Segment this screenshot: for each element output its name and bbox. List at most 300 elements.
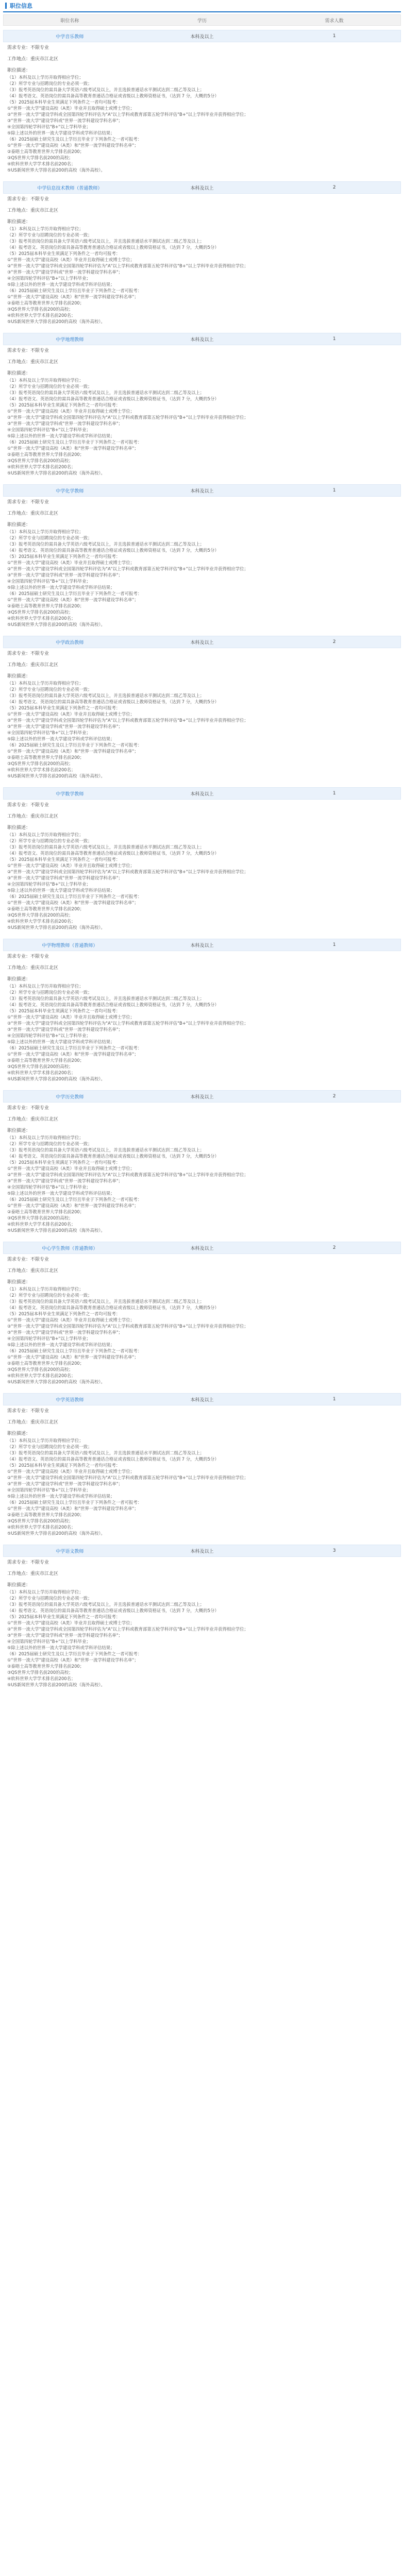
description-line: （2）所学专业与招聘岗位的专业必须一致； <box>7 232 92 238</box>
description-line: （2）所学专业与招聘岗位的专业必须一致； <box>7 1293 92 1298</box>
position-row[interactable] <box>3 636 401 648</box>
required-major <box>3 1557 401 1568</box>
required-major-label: 需求专业： <box>7 1257 31 1262</box>
block-spacer <box>3 1082 401 1086</box>
position-row[interactable] <box>3 787 401 800</box>
description-text <box>3 377 401 476</box>
position-headcount: 2 <box>332 185 336 190</box>
description-line: ④软科世界大学学术排名前200名； <box>7 161 76 166</box>
position-name-link[interactable]: 中学地理教师 <box>56 337 84 343</box>
description-line: ③QS世界大学排名前200的高校； <box>7 1367 73 1372</box>
work-location <box>3 1568 401 1580</box>
description-label: 职位描述： <box>7 522 31 528</box>
position-block <box>3 1090 401 1238</box>
description-line: ⑤除上述以外的世界一流大学建设学科或学科评估结果； <box>7 1191 115 1196</box>
description-line: ⑤US新闻世界大学排名前200的高校（海外高校）。 <box>7 470 105 476</box>
description-line: （5）2025届本科毕业生须满足下列条件之一者均可报考： <box>7 1614 121 1619</box>
header-position-name: 职位名称 <box>60 18 79 24</box>
description-line: ④软科世界大学学术排名前200名； <box>7 1373 76 1378</box>
description-line: ⑤除上述以外的世界一流大学建设学科或学科评估结果； <box>7 1645 115 1650</box>
description-label: 职位描述： <box>7 219 31 225</box>
description-line: ①"世界一流大学"建设高校（A类）和"世界一流学科建设学科名单"； <box>7 294 139 299</box>
required-major <box>3 1405 401 1417</box>
description-line: ⑤US新闻世界大学排名前200的高校（海外高校）。 <box>7 1379 105 1384</box>
position-block <box>3 1393 401 1540</box>
required-major-value: 不限专业 <box>30 1560 49 1565</box>
work-location-label: 工作地点： <box>7 965 31 971</box>
description-line: ③"世界一流大学"建设学科或"世界一流学科建设学科名单"； <box>7 118 123 123</box>
position-block <box>3 30 401 177</box>
description-line: （3）报考英语岗位的需具备大学英语六级考试及以上，并且选拔普通话水平测试达到二级乙等及以上； <box>7 541 205 547</box>
description-line: ⑤除上述以外的世界一流大学建设学科或学科评估结果； <box>7 433 115 438</box>
description-line: ②泰晤士高等教育世界大学排名前200； <box>7 755 85 760</box>
position-education: 本科及以上 <box>190 488 214 494</box>
description-line: （6）2025届硕士研究生及以上学历且毕业于下列条件之一者可报考： <box>7 742 142 748</box>
description-line: ①"世界一流大学"建设高校（A类）毕业并且取得硕士或博士学位； <box>7 560 135 565</box>
description-line: （2）所学专业与招聘岗位的专业必须一致； <box>7 1596 92 1601</box>
description-line: （1）本科及以上学历并取得相应学位； <box>7 1438 83 1443</box>
position-row[interactable] <box>3 1090 401 1103</box>
required-major <box>3 345 401 357</box>
description-line: （2）所学专业与招聘岗位的专业必须一致； <box>7 81 92 86</box>
description-line: （5）2025届本科毕业生须满足下列条件之一者均可报考： <box>7 705 121 710</box>
description-line: ③"世界一流大学"建设学科或"世界一流学科建设学科名单"； <box>7 572 123 578</box>
description-line: ④全国第四轮学科评估"B+"以上学科毕业； <box>7 1639 91 1644</box>
required-major-label: 需求专业： <box>7 803 31 808</box>
description-line: （6）2025届硕士研究生及以上学历且毕业于下列条件之一者可报考： <box>7 439 142 445</box>
description-line: ②"世界一流大学"建设学科或全国第四轮学科评估为"A"以上学科或教育部第五轮学科评估"B+"以上学科毕业并获得相应学位； <box>7 1324 248 1329</box>
description-label: 职位描述： <box>7 68 31 73</box>
description-line: ⑤US新闻世界大学排名前200的高校（海外高校）。 <box>7 1531 105 1536</box>
description-line: ①"世界一流大学"建设高校（A类）毕业并且取得硕士或博士学位； <box>7 257 135 262</box>
work-location <box>3 962 401 974</box>
description-text <box>3 1589 401 1688</box>
position-headcount: 2 <box>332 639 336 645</box>
position-headcount: 3 <box>332 1548 336 1553</box>
position-row[interactable] <box>3 333 401 345</box>
description-line: ①"世界一流大学"建设高校（A类）毕业并且取得硕士或博士学位； <box>7 1014 135 1020</box>
required-major-value: 不限专业 <box>30 1257 49 1262</box>
description-line: ④软科世界大学学术排名前200名； <box>7 767 76 772</box>
position-education: 本科及以上 <box>190 640 214 646</box>
description-line: ④全国第四轮学科评估"B+"以上学科毕业； <box>7 427 91 432</box>
position-headcount: 1 <box>332 488 336 493</box>
description-line: ②泰晤士高等教育世界大学排名前200； <box>7 149 85 154</box>
description-line: ③"世界一流大学"建设学科或"世界一流学科建设学科名单"； <box>7 269 123 275</box>
required-major-label: 需求专业： <box>7 954 31 959</box>
description-line: ③QS世界大学排名前200的高校； <box>7 307 73 312</box>
block-spacer <box>3 325 401 329</box>
position-block <box>3 1545 401 1692</box>
description-line: ④全国第四轮学科评估"B+"以上学科毕业； <box>7 1033 91 1038</box>
work-location-label: 工作地点： <box>7 1420 31 1425</box>
description-line: ①"世界一流大学"建设高校（A类）和"世界一流学科建设学科名单"； <box>7 1052 139 1057</box>
position-row[interactable] <box>3 1545 401 1557</box>
description-line: （5）2025届本科毕业生须满足下列条件之一者均可报考： <box>7 1008 121 1013</box>
required-major-label: 需求专业： <box>7 651 31 656</box>
description-line: ①"世界一流大学"建设高校（A类）毕业并且取得硕士或博士学位； <box>7 1317 135 1323</box>
position-headcount: 2 <box>332 1094 336 1099</box>
required-major <box>3 194 401 205</box>
position-name-link[interactable]: 中学信息技术教师（普通教师） <box>37 185 103 191</box>
position-block <box>3 181 401 329</box>
description-line: ⑤除上述以外的世界一流大学建设学科或学科评估结果； <box>7 1342 115 1347</box>
description-line: （4）报考语文、英语岗位的需具备高等教育普通话合格证或省级以上教师资格证书，（达到 7 分，大概的5分） <box>7 1608 219 1613</box>
description-line: ③"世界一流大学"建设学科或"世界一流学科建设学科名单"； <box>7 875 123 880</box>
position-block <box>3 939 401 1086</box>
work-location-value: 重庆市江北区 <box>30 360 59 365</box>
section-accent-bar <box>5 3 7 9</box>
block-spacer <box>3 476 401 480</box>
description-line: ②"世界一流大学"建设学科或全国第四轮学科评估为"A"以上学科或教育部第五轮学科评估"B+"以上学科毕业并获得相应学位； <box>7 718 248 723</box>
work-location-label: 工作地点： <box>7 360 31 365</box>
description-line: （3）报考英语岗位的需具备大学英语六级考试及以上，并且选拔普通话水平测试达到二级乙等及以上； <box>7 1602 205 1607</box>
description-line: ②泰晤士高等教育世界大学排名前200； <box>7 1058 85 1063</box>
required-major <box>3 42 401 54</box>
work-location-label: 工作地点： <box>7 1571 31 1577</box>
position-name-link[interactable]: 中学历史教师 <box>56 1094 84 1100</box>
description-line: ②泰晤士高等教育世界大学排名前200； <box>7 300 85 306</box>
position-row[interactable] <box>3 939 401 951</box>
required-major-label: 需求专业： <box>7 1409 31 1414</box>
description-label: 职位描述： <box>7 977 31 982</box>
position-headcount: 1 <box>332 33 336 39</box>
description-label: 职位描述： <box>7 371 31 376</box>
description-line: （3）报考英语岗位的需具备大学英语六级考试及以上，并且选拔普通话水平测试达到二级乙等及以上； <box>7 239 205 244</box>
description-line: （1）本科及以上学历并取得相应学位； <box>7 226 83 231</box>
description-text <box>3 1134 401 1233</box>
required-major <box>3 1254 401 1265</box>
description-line: ①"世界一流大学"建设高校（A类）毕业并且取得硕士或博士学位； <box>7 711 135 717</box>
required-major-value: 不限专业 <box>30 500 49 505</box>
description-line: ④全国第四轮学科评估"B+"以上学科毕业； <box>7 730 91 735</box>
description-line: （6）2025届硕士研究生及以上学历且毕业于下列条件之一者可报考： <box>7 288 142 293</box>
description-line: （4）报考语文、英语岗位的需具备高等教育普通话合格证或省级以上教师资格证书，（达到 7 分，大概的5分） <box>7 1305 219 1310</box>
description-line: （6）2025届硕士研究生及以上学历且毕业于下列条件之一者可报考： <box>7 1045 142 1050</box>
description-line: ②"世界一流大学"建设学科或全国第四轮学科评估为"A"以上学科或教育部第五轮学科评估"B+"以上学科毕业并获得相应学位； <box>7 1021 248 1026</box>
description-line: （3）报考英语岗位的需具备大学英语六级考试及以上，并且选拔普通话水平测试达到二级乙等及以上； <box>7 844 205 850</box>
description-line: （2）所学专业与招聘岗位的专业必须一致； <box>7 990 92 995</box>
description-line: ④软科世界大学学术排名前200名； <box>7 1676 76 1681</box>
description-line: （1）本科及以上学历并取得相应学位； <box>7 75 83 80</box>
description-line: （5）2025届本科毕业生须满足下列条件之一者均可报考： <box>7 1463 121 1468</box>
description-line: ⑤除上述以外的世界一流大学建设学科或学科评估结果； <box>7 888 115 893</box>
description-line: （4）报考语文、英语岗位的需具备高等教育普通话合格证或省级以上教师资格证书，（达到 7 分，大概的5分） <box>7 396 219 401</box>
required-major-value: 不限专业 <box>30 651 49 656</box>
description-line: ②"世界一流大学"建设学科或全国第四轮学科评估为"A"以上学科或教育部第五轮学科评估"B+"以上学科毕业并获得相应学位； <box>7 566 248 571</box>
description-line: （4）报考语文、英语岗位的需具备高等教育普通话合格证或省级以上教师资格证书，（达到 7 分，大概的5分） <box>7 1154 219 1159</box>
required-major-label: 需求专业： <box>7 1560 31 1565</box>
description-line: ②"世界一流大学"建设学科或全国第四轮学科评估为"A"以上学科或教育部第五轮学科评估"B+"以上学科毕业并获得相应学位； <box>7 1626 248 1632</box>
description-line: ⑤US新闻世界大学排名前200的高校（海外高校）。 <box>7 773 105 778</box>
description-line: （1）本科及以上学历并取得相应学位； <box>7 529 83 534</box>
description-line: ⑤US新闻世界大学排名前200的高校（海外高校）。 <box>7 1682 105 1687</box>
work-location-value: 重庆市江北区 <box>30 1420 59 1425</box>
description-line: ③QS世界大学排名前200的高校； <box>7 912 73 918</box>
position-education: 本科及以上 <box>190 1397 214 1403</box>
work-location-label: 工作地点： <box>7 1268 31 1274</box>
description-line: ①"世界一流大学"建设高校（A类）和"世界一流学科建设学科名单"； <box>7 1203 139 1208</box>
description-line: ③QS世界大学排名前200的高校； <box>7 1215 73 1221</box>
position-name-link[interactable]: 中学政治教师 <box>56 640 84 646</box>
description-line: ④全国第四轮学科评估"B+"以上学科毕业； <box>7 1487 91 1493</box>
description-line: ①"世界一流大学"建设高校（A类）毕业并且取得硕士或博士学位； <box>7 409 135 414</box>
description-line: ⑤US新闻世界大学排名前200的高校（海外高校）。 <box>7 1228 105 1233</box>
description-line: ⑤除上述以外的世界一流大学建设学科或学科评估结果； <box>7 736 115 741</box>
description-line: ①"世界一流大学"建设高校（A类）毕业并且取得硕士或博士学位； <box>7 1469 135 1474</box>
description-line: ②泰晤士高等教育世界大学排名前200； <box>7 906 85 911</box>
description-line: ③"世界一流大学"建设学科或"世界一流学科建设学科名单"； <box>7 1027 123 1032</box>
work-location <box>3 659 401 671</box>
section-header <box>3 0 401 12</box>
work-location-value: 重庆市江北区 <box>30 1571 59 1577</box>
position-list <box>3 30 401 1692</box>
description-line: （1）本科及以上学历并取得相应学位； <box>7 984 83 989</box>
description-line: ②泰晤士高等教育世界大学排名前200； <box>7 1209 85 1214</box>
description-label: 职位描述： <box>7 1583 31 1588</box>
description-line: ①"世界一流大学"建设高校（A类）和"世界一流学科建设学科名单"； <box>7 1506 139 1511</box>
description-line: （6）2025届硕士研究生及以上学历且毕业于下列条件之一者可报考： <box>7 1500 142 1505</box>
description-line: ⑤除上述以外的世界一流大学建设学科或学科评估结果； <box>7 1494 115 1499</box>
position-block <box>3 484 401 632</box>
position-name-link[interactable]: 中心学生教师（普通教师） <box>42 1246 98 1251</box>
description-line: （1）本科及以上学历并取得相应学位； <box>7 1286 83 1292</box>
description-line: ④全国第四轮学科评估"B+"以上学科毕业； <box>7 1184 91 1190</box>
description-line: ②泰晤士高等教育世界大学排名前200； <box>7 603 85 608</box>
description-line: （3）报考英语岗位的需具备大学英语六级考试及以上，并且选拔普通话水平测试达到二级乙等及以上； <box>7 996 205 1001</box>
description-line: ④软科世界大学学术排名前200名； <box>7 919 76 924</box>
description-line: （6）2025届硕士研究生及以上学历且毕业于下列条件之一者可报考： <box>7 1197 142 1202</box>
description-line: ③QS世界大学排名前200的高校； <box>7 1670 73 1675</box>
description-line: ④软科世界大学学术排名前200名； <box>7 464 76 469</box>
block-spacer <box>3 779 401 783</box>
description-line: ①"世界一流大学"建设高校（A类）毕业并且取得硕士或博士学位； <box>7 863 135 868</box>
description-line: ③QS世界大学排名前200的高校； <box>7 1518 73 1523</box>
work-location-label: 工作地点： <box>7 208 31 213</box>
position-row[interactable] <box>3 181 401 194</box>
description-line: ④软科世界大学学术排名前200名； <box>7 313 76 318</box>
section-title: 职位信息 <box>10 3 32 9</box>
work-location <box>3 357 401 368</box>
required-major-value: 不限专业 <box>30 348 49 353</box>
description-line: ①"世界一流大学"建设高校（A类）和"世界一流学科建设学科名单"； <box>7 900 139 905</box>
description-line: （4）报考语文、英语岗位的需具备高等教育普通话合格证或省级以上教师资格证书，（达到 7 分，大概的5分） <box>7 548 219 553</box>
description-line: （2）所学专业与招聘岗位的专业必须一致； <box>7 384 92 389</box>
description-line: ③"世界一流大学"建设学科或"世界一流学科建设学科名单"； <box>7 724 123 729</box>
description-line: ②泰晤士高等教育世界大学排名前200； <box>7 452 85 457</box>
description-line: （5）2025届本科毕业生须满足下列条件之一者均可报考： <box>7 1311 121 1316</box>
description-line: （5）2025届本科毕业生须满足下列条件之一者均可报考： <box>7 857 121 862</box>
position-block <box>3 787 401 935</box>
description-line: ①"世界一流大学"建设高校（A类）毕业并且取得硕士或博士学位； <box>7 1166 135 1171</box>
description-line: ③"世界一流大学"建设学科或"世界一流学科建设学科名单"； <box>7 421 123 426</box>
description-line: ③QS世界大学排名前200的高校； <box>7 155 73 160</box>
position-row[interactable] <box>3 1393 401 1405</box>
description-line: ④软科世界大学学术排名前200名； <box>7 1524 76 1530</box>
description-line: ⑤US新闻世界大学排名前200的高校（海外高校）。 <box>7 319 105 324</box>
description-line: ④软科世界大学学术排名前200名； <box>7 616 76 621</box>
description-text <box>3 529 401 628</box>
required-major-label: 需求专业： <box>7 45 31 50</box>
description-label: 职位描述： <box>7 1280 31 1285</box>
description-label: 职位描述： <box>7 825 31 831</box>
description-line: ⑤除上述以外的世界一流大学建设学科或学科评估结果； <box>7 1039 115 1044</box>
description-line: ⑤除上述以外的世界一流大学建设学科或学科评估结果； <box>7 130 115 135</box>
required-major <box>3 497 401 508</box>
work-location <box>3 811 401 822</box>
position-education: 本科及以上 <box>190 791 214 797</box>
description-line: （4）报考语文、英语岗位的需具备高等教育普通话合格证或省级以上教师资格证书，（达到 7 分，大概的5分） <box>7 699 219 704</box>
position-name-link[interactable]: 中学音乐教师 <box>56 34 84 40</box>
required-major-value: 不限专业 <box>30 803 49 808</box>
description-line: （4）报考语文、英语岗位的需具备高等教育普通话合格证或省级以上教师资格证书，（达到 7 分，大概的5分） <box>7 851 219 856</box>
work-location <box>3 1114 401 1125</box>
description-text <box>3 1437 401 1536</box>
work-location <box>3 508 401 519</box>
position-education: 本科及以上 <box>190 943 214 948</box>
description-line: ①"世界一流大学"建设高校（A类）和"世界一流学科建设学科名单"； <box>7 143 139 148</box>
description-line: （3）报考英语岗位的需具备大学英语六级考试及以上，并且选拔普通话水平测试达到二级乙等及以上； <box>7 693 205 698</box>
required-major-value: 不限专业 <box>30 1409 49 1414</box>
position-education: 本科及以上 <box>190 1094 214 1100</box>
description-line: （2）所学专业与招聘岗位的专业必须一致； <box>7 1444 92 1449</box>
description-line: （2）所学专业与招聘岗位的专业必须一致； <box>7 1141 92 1146</box>
description-label: 职位描述： <box>7 674 31 679</box>
description-line: （3）报考英语岗位的需具备大学英语六级考试及以上，并且选拔普通话水平测试达到二级乙等及以上； <box>7 1147 205 1153</box>
position-headcount: 2 <box>332 1245 336 1250</box>
position-name-link[interactable]: 中学物理教师（普通教师） <box>42 943 98 948</box>
description-line: ⑤US新闻世界大学排名前200的高校（海外高校）。 <box>7 925 105 930</box>
work-location-label: 工作地点： <box>7 1117 31 1122</box>
position-education: 本科及以上 <box>190 1246 214 1251</box>
description-line: ④全国第四轮学科评估"B+"以上学科毕业； <box>7 276 91 281</box>
description-line: ③QS世界大学排名前200的高校； <box>7 458 73 463</box>
description-line: （4）报考语文、英语岗位的需具备高等教育普通话合格证或省级以上教师资格证书，（达到 7 分，大概的5分） <box>7 1002 219 1007</box>
description-line: （1）本科及以上学历并取得相应学位； <box>7 378 83 383</box>
description-text <box>3 226 401 325</box>
description-text <box>3 680 401 779</box>
position-education: 本科及以上 <box>190 185 214 191</box>
position-block <box>3 1242 401 1389</box>
header-headcount: 需求人数 <box>325 18 344 24</box>
position-block <box>3 636 401 783</box>
position-row[interactable] <box>3 1242 401 1254</box>
description-line: ③"世界一流大学"建设学科或"世界一流学科建设学科名单"； <box>7 1330 123 1335</box>
description-line: ⑤US新闻世界大学排名前200的高校（海外高校）。 <box>7 1076 105 1081</box>
description-line: （3）报考英语岗位的需具备大学英语六级考试及以上，并且选拔普通话水平测试达到二级乙等及以上； <box>7 390 205 395</box>
required-major <box>3 800 401 811</box>
description-line: ③"世界一流大学"建设学科或"世界一流学科建设学科名单"； <box>7 1178 123 1183</box>
description-line: ①"世界一流大学"建设高校（A类）毕业并且取得硕士或博士学位； <box>7 106 135 111</box>
description-line: ③QS世界大学排名前200的高校； <box>7 609 73 615</box>
work-location <box>3 1417 401 1428</box>
position-name-link[interactable]: 中学语文教师 <box>56 1549 84 1554</box>
description-line: ①"世界一流大学"建设高校（A类）和"世界一流学科建设学科名单"； <box>7 1354 139 1360</box>
description-line: ②"世界一流大学"建设学科或全国第四轮学科评估为"A"以上学科或教育部第五轮学科评估"B+"以上学科毕业并获得相应学位； <box>7 869 248 874</box>
description-line: ③"世界一流大学"建设学科或"世界一流学科建设学科名单"； <box>7 1633 123 1638</box>
description-line: （5）2025届本科毕业生须满足下列条件之一者均可报考： <box>7 554 121 559</box>
position-row[interactable] <box>3 30 401 42</box>
table-header <box>3 14 401 26</box>
description-text <box>3 74 401 173</box>
work-location-label: 工作地点： <box>7 814 31 819</box>
description-line: （2）所学专业与招聘岗位的专业必须一致； <box>7 687 92 692</box>
description-label: 职位描述： <box>7 1128 31 1133</box>
description-line: （3）报考英语岗位的需具备大学英语六级考试及以上，并且选拔普通话水平测试达到二级乙等及以上； <box>7 1450 205 1455</box>
description-line: （6）2025届硕士研究生及以上学历且毕业于下列条件之一者可报考： <box>7 1348 142 1353</box>
required-major-value: 不限专业 <box>30 197 49 202</box>
description-line: ②"世界一流大学"建设学科或全国第四轮学科评估为"A"以上学科或教育部第五轮学科评估"B+"以上学科毕业并获得相应学位； <box>7 263 248 268</box>
description-line: ⑤US新闻世界大学排名前200的高校（海外高校）。 <box>7 622 105 627</box>
required-major-label: 需求专业： <box>7 348 31 353</box>
description-line: ③QS世界大学排名前200的高校； <box>7 761 73 766</box>
description-line: （6）2025届硕士研究生及以上学历且毕业于下列条件之一者可报考： <box>7 137 142 142</box>
required-major <box>3 1103 401 1114</box>
description-line: ④软科世界大学学术排名前200名； <box>7 1070 76 1075</box>
description-line: ②"世界一流大学"建设学科或全国第四轮学科评估为"A"以上学科或教育部第五轮学科评估"B+"以上学科毕业并获得相应学位； <box>7 1475 248 1480</box>
work-location-label: 工作地点： <box>7 57 31 62</box>
position-headcount: 1 <box>332 1397 336 1402</box>
work-location <box>3 54 401 65</box>
header-education: 学历 <box>197 18 207 24</box>
work-location-value: 重庆市江北区 <box>30 965 59 971</box>
description-line: （1）本科及以上学历并取得相应学位； <box>7 832 83 837</box>
description-line: ⑤除上述以外的世界一流大学建设学科或学科评估结果； <box>7 282 115 287</box>
block-spacer <box>3 1536 401 1540</box>
description-line: ②"世界一流大学"建设学科或全国第四轮学科评估为"A"以上学科或教育部第五轮学科评估"B+"以上学科毕业并获得相应学位； <box>7 112 248 117</box>
description-line: （4）报考语文、英语岗位的需具备高等教育普通话合格证或省级以上教师资格证书，（达到 7 分，大概的5分） <box>7 245 219 250</box>
description-line: （5）2025届本科毕业生须满足下列条件之一者均可报考： <box>7 99 121 105</box>
description-line: （2）所学专业与招聘岗位的专业必须一致； <box>7 535 92 540</box>
work-location-label: 工作地点： <box>7 511 31 516</box>
description-line: ①"世界一流大学"建设高校（A类）和"世界一流学科建设学科名单"； <box>7 749 139 754</box>
description-line: ④全国第四轮学科评估"B+"以上学科毕业； <box>7 124 91 129</box>
position-block <box>3 333 401 480</box>
description-text <box>3 983 401 1082</box>
required-major-value: 不限专业 <box>30 954 49 959</box>
description-label: 职位描述： <box>7 1431 31 1436</box>
description-line: （2）所学专业与招聘岗位的专业必须一致； <box>7 838 92 843</box>
block-spacer <box>3 1688 401 1692</box>
description-line: ④全国第四轮学科评估"B+"以上学科毕业； <box>7 579 91 584</box>
position-education: 本科及以上 <box>190 1549 214 1554</box>
position-headcount: 1 <box>332 791 336 796</box>
description-line: ③"世界一流大学"建设学科或"世界一流学科建设学科名单"； <box>7 1481 123 1486</box>
required-major-label: 需求专业： <box>7 500 31 505</box>
required-major <box>3 951 401 962</box>
description-line: ①"世界一流大学"建设高校（A类）和"世界一流学科建设学科名单"； <box>7 446 139 451</box>
description-line: ③QS世界大学排名前200的高校； <box>7 1064 73 1069</box>
work-location <box>3 205 401 216</box>
description-line: ④全国第四轮学科评估"B+"以上学科毕业； <box>7 1336 91 1341</box>
description-line: ②"世界一流大学"建设学科或全国第四轮学科评估为"A"以上学科或教育部第五轮学科评估"B+"以上学科毕业并获得相应学位； <box>7 1172 248 1177</box>
block-spacer <box>3 173 401 177</box>
description-line: （1）本科及以上学历并取得相应学位； <box>7 681 83 686</box>
description-line: （5）2025届本科毕业生须满足下列条件之一者均可报考： <box>7 1160 121 1165</box>
description-line: ②泰晤士高等教育世界大学排名前200； <box>7 1512 85 1517</box>
description-line: ⑤US新闻世界大学排名前200的高校（海外高校）。 <box>7 167 105 173</box>
description-line: （6）2025届硕士研究生及以上学历且毕业于下列条件之一者可报考： <box>7 1651 142 1656</box>
work-location-value: 重庆市江北区 <box>30 511 59 516</box>
position-name-link[interactable]: 中学化学教师 <box>56 488 84 494</box>
required-major-label: 需求专业： <box>7 1106 31 1111</box>
description-line: （5）2025届本科毕业生须满足下列条件之一者均可报考： <box>7 402 121 408</box>
position-name-link[interactable]: 中学数学教师 <box>56 791 84 797</box>
position-row[interactable] <box>3 484 401 497</box>
description-line: （1）本科及以上学历并取得相应学位； <box>7 1589 83 1595</box>
position-name-link[interactable]: 中学英语教师 <box>56 1397 84 1403</box>
work-location-value: 重庆市江北区 <box>30 57 59 62</box>
